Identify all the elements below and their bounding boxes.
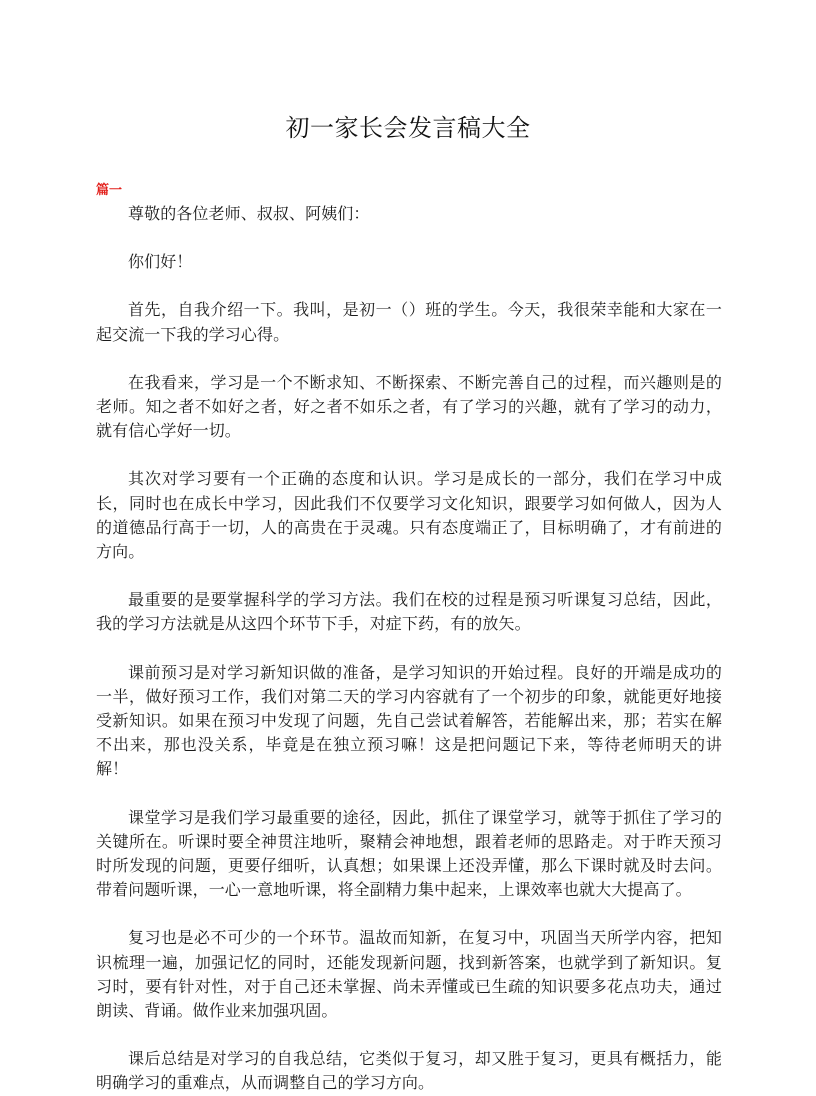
page-title: 初一家长会发言稿大全 (285, 114, 531, 143)
section-marker-pian-yi: 篇一 (96, 183, 123, 198)
paragraph-introduction: 首先，自我介绍一下。我叫，是初一（）班的学生。今天，我很荣幸能和大家在一起交流一下我的学习心得。 (96, 300, 722, 344)
paragraph-preview: 课前预习是对学习新知识做的准备，是学习知识的开始过程。良好的开端是成功的一半，做好预习工作，我们对第二天的学习内容就有了一个初步的印象，就能更好地接受新知识。如果在预习中发现了问题，先自己尝试着解答，若能解出来，那；若实在解不出来，那也没关系，毕竟是在独立预习嘛！这是把问题记下来，等待老师明天的讲解！ (96, 662, 722, 779)
paragraph-learning-view: 在我看来，学习是一个不断求知、不断探索、不断完善自己的过程，而兴趣则是的老师。知之者不如好之者，好之者不如乐之者，有了学习的兴趣，就有了学习的动力，就有信心学好一切。 (96, 372, 722, 441)
paragraph-method: 最重要的是要掌握科学的学习方法。我们在校的过程是预习听课复习总结，因此，我的学习方法就是从这四个环节下手，对症下药，有的放矢。 (96, 590, 722, 634)
document-body (96, 182, 722, 1096)
paragraph-summary: 课后总结是对学习的自我总结，它类似于复习，却又胜于复习，更具有概括力，能明确学习的重难点，从而调整自己的学习方向。 (96, 1049, 722, 1093)
paragraph-salutation: 尊敬的各位老师、叔叔、阿姨们： (128, 204, 370, 223)
paragraph-classroom: 课堂学习是我们学习最重要的途径，因此，抓住了课堂学习，就等于抓住了学习的关键所在。听课时要全神贯注地听，聚精会神地想，跟着老师的思路走。对于昨天预习时所发现的问题，更要仔细听，认真想；如果课上还没弄懂，那么下课时就及时去问。带着问题听课，一心一意地听课，将全副精力集中起来，上课效率也就大大提高了。 (96, 807, 722, 900)
paragraph-attitude: 其次对学习要有一个正确的态度和认识。学习是成长的一部分，我们在学习中成长，同时也在成长中学习，因此我们不仅要学习文化知识，跟要学习如何做人，因为人的道德品行高于一切，人的高贵在于灵魂。只有态度端正了，目标明确了，才有前进的方向。 (96, 469, 722, 562)
paragraph-review: 复习也是必不可少的一个环节。温故而知新，在复习中，巩固当天所学内容，把知识梳理一遍，加强记忆的同时，还能发现新问题，找到新答案，也就学到了新知识。复习时，要有针对性，对于自己还未掌握、尚未弄懂或已生疏的知识要多花点功夫，通过朗读、背诵。做作业来加强巩固。 (96, 928, 722, 1021)
paragraph-greeting: 你们好！ (128, 252, 193, 272)
